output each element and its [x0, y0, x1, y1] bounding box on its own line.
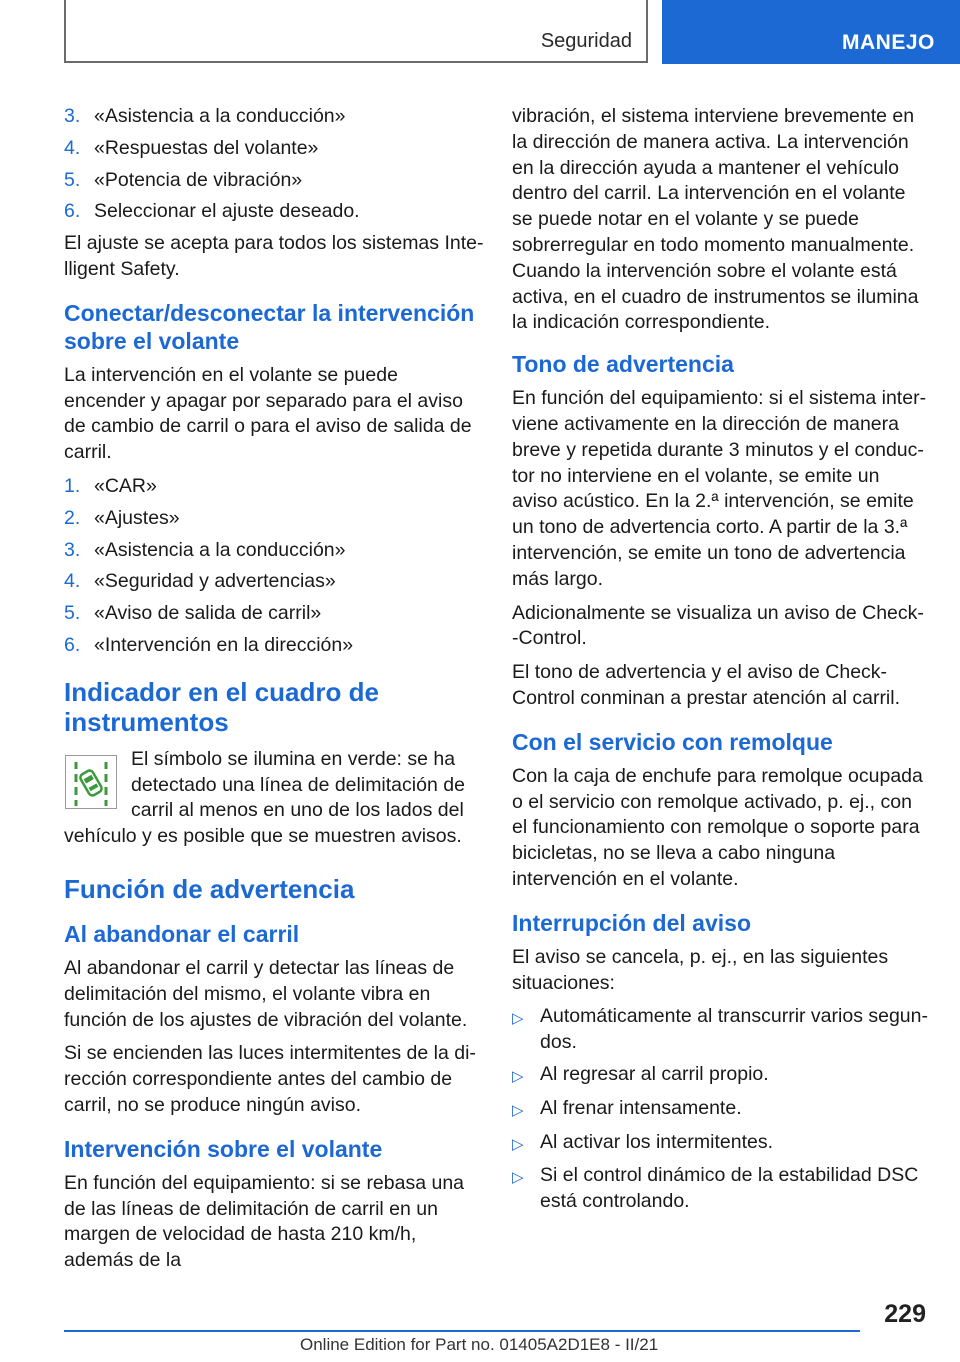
paragraph-ajuste: El ajuste se acepta para todos los sistemas Intelligent Safety.	[64, 232, 484, 280]
step-number: 6.	[64, 633, 81, 656]
step-text: Seleccionar el ajuste deseado.	[94, 200, 360, 223]
triangle-bullet-icon: ▷	[512, 1010, 524, 1028]
step-text: «CAR»	[94, 474, 157, 497]
footer-edition: Online Edition for Part no. 01405A2D1E8 - II/21	[300, 1335, 659, 1354]
bullet-text: Al activar los intermitentes.	[540, 1130, 774, 1153]
step-number: 4.	[64, 136, 81, 159]
paragraph-intervencion: En función del equipamiento: si se rebasa una de las líneas de delimitación de carril en un margen de velocidad de hasta 210 km/h, además de la	[64, 1171, 465, 1272]
list-item	[64, 633, 484, 659]
chapter-tab: MANEJO	[662, 0, 960, 64]
indicator-block	[64, 747, 484, 850]
step-text: «Intervención en la dirección»	[94, 633, 354, 656]
footer-divider	[64, 1330, 860, 1332]
bullet-text: Si el control dinámico de la estabilidad DSC está controlando.	[540, 1164, 919, 1213]
bullet-text: Al frenar intensamente.	[540, 1096, 742, 1119]
list-item	[64, 601, 484, 627]
triangle-bullet-icon: ▷	[512, 1169, 524, 1187]
list-item	[512, 1004, 928, 1056]
list-item	[64, 538, 484, 564]
heading-remolque: Con el servicio con remolque	[512, 728, 833, 755]
step-text: «Seguridad y advertencias»	[94, 570, 336, 593]
triangle-bullet-icon: ▷	[512, 1067, 524, 1085]
heading-abandonar: Al abandonar el carril	[64, 920, 300, 947]
left-column	[64, 104, 484, 1282]
right-column	[512, 104, 928, 1221]
header-section-box	[64, 0, 648, 63]
paragraph-remolque: Con la caja de enchufe para remolque ocupada o el servicio con remolque activado, p. ej., con el funcionamiento con remolque o soporte para bicicletas, no se lleva a cabo ninguna intervención en el volante.	[512, 764, 923, 890]
step-text: «Asistencia a la conducción»	[94, 538, 346, 561]
bullet-text: Automáticamente al transcurrir varios segundos.	[540, 1005, 928, 1054]
heading-indicador: Indicador en el cuadro de instrumentos	[64, 676, 379, 737]
heading-conectar: Conectar/desconectar la intervención sobre el volante	[64, 299, 475, 354]
list-item	[64, 104, 484, 130]
lane-departure-icon	[65, 755, 117, 809]
step-text: «Aviso de salida de carril»	[94, 602, 322, 625]
indicator-description: El símbolo se ilumina en verde: se ha detectado una línea de delimitación de carril al menos en uno de los lados del vehículo y es posible que se muestren avisos.	[64, 747, 465, 848]
paragraph-conectar: La intervención en el volante se puede encender y apagar por separado para el aviso de cambio de carril o para el aviso de salida de carril.	[64, 363, 472, 464]
paragraph-abandonar: Al abandonar el carril y detectar las líneas de delimitación del mismo, el volante vibra en función de los ajustes de vibración del volante.	[64, 956, 468, 1031]
bullet-text: Al regresar al carril propio.	[540, 1062, 769, 1085]
heading-tono: Tono de advertencia	[512, 351, 734, 378]
list-item	[64, 474, 484, 500]
step-text: «Asistencia a la conducción»	[94, 105, 346, 127]
list-item	[64, 136, 484, 162]
step-number: 5.	[64, 602, 81, 625]
list-item	[512, 1062, 928, 1090]
step-number: 2.	[64, 506, 81, 529]
paragraph-tono: En función del equipamiento: si el sistema interviene activamente en la dirección de manera breve y repetida durante 3 minutos y el conductor no interviene en el volante, se emite un aviso acústico. En la 2.ª intervención, se emite un tono de advertencia corto. A partir de la 3.ª intervención, se emite un tono de advertencia más largo.	[512, 387, 927, 590]
heading-funcion: Función de advertencia	[64, 873, 355, 904]
steps-list-b	[64, 474, 484, 659]
triangle-bullet-icon: ▷	[512, 1135, 524, 1153]
list-item	[512, 1096, 928, 1124]
step-text: «Ajustes»	[94, 506, 180, 529]
step-number: 5.	[64, 168, 81, 191]
step-number: 3.	[64, 538, 81, 561]
paragraph-intermitentes: Si se encienden las luces intermitentes de la dirección correspondiente antes del cambio de carril, no se produce ningún aviso.	[64, 1042, 476, 1116]
steps-list-a	[64, 104, 484, 225]
heading-intervencion: Intervención sobre el volante	[64, 1135, 383, 1162]
step-number: 3.	[64, 105, 81, 127]
heading-interrupcion: Interrupción del aviso	[512, 909, 751, 936]
paragraph-check: Adicionalmente se visualiza un aviso de Check--Control.	[512, 601, 924, 650]
list-item	[64, 168, 484, 194]
step-text: «Potencia de vibración»	[94, 168, 303, 191]
paragraph-interrupcion: El aviso se cancela, p. ej., en las siguientes situaciones:	[512, 945, 889, 994]
step-number: 6.	[64, 200, 81, 223]
step-number: 4.	[64, 570, 81, 593]
page-number: 229	[884, 1300, 926, 1328]
list-item	[64, 199, 484, 225]
list-item	[64, 569, 484, 595]
step-number: 1.	[64, 474, 81, 497]
section-title: Seguridad	[540, 30, 632, 52]
paragraph-conminan: El tono de advertencia y el aviso de Check-Control conminan a prestar atención al carril.	[512, 661, 901, 709]
step-text: «Respuestas del volante»	[94, 136, 319, 159]
list-item	[512, 1130, 928, 1158]
paragraph-continuacion: vibración, el sistema interviene brevemente en la dirección de manera activa. La intervención en la dirección ayuda a mantener el vehículo dentro del carril. La intervención en el volante se puede notar en el volante y se puede sobrerregular en todo momento manualmente. Cuando la intervención sobre el volante está activa, en el cuadro de instrumentos se ilumina la indicación correspondiente.	[512, 105, 919, 334]
list-item	[512, 1163, 928, 1215]
list-item	[64, 506, 484, 532]
bullet-list	[512, 1004, 928, 1215]
triangle-bullet-icon: ▷	[512, 1101, 524, 1119]
